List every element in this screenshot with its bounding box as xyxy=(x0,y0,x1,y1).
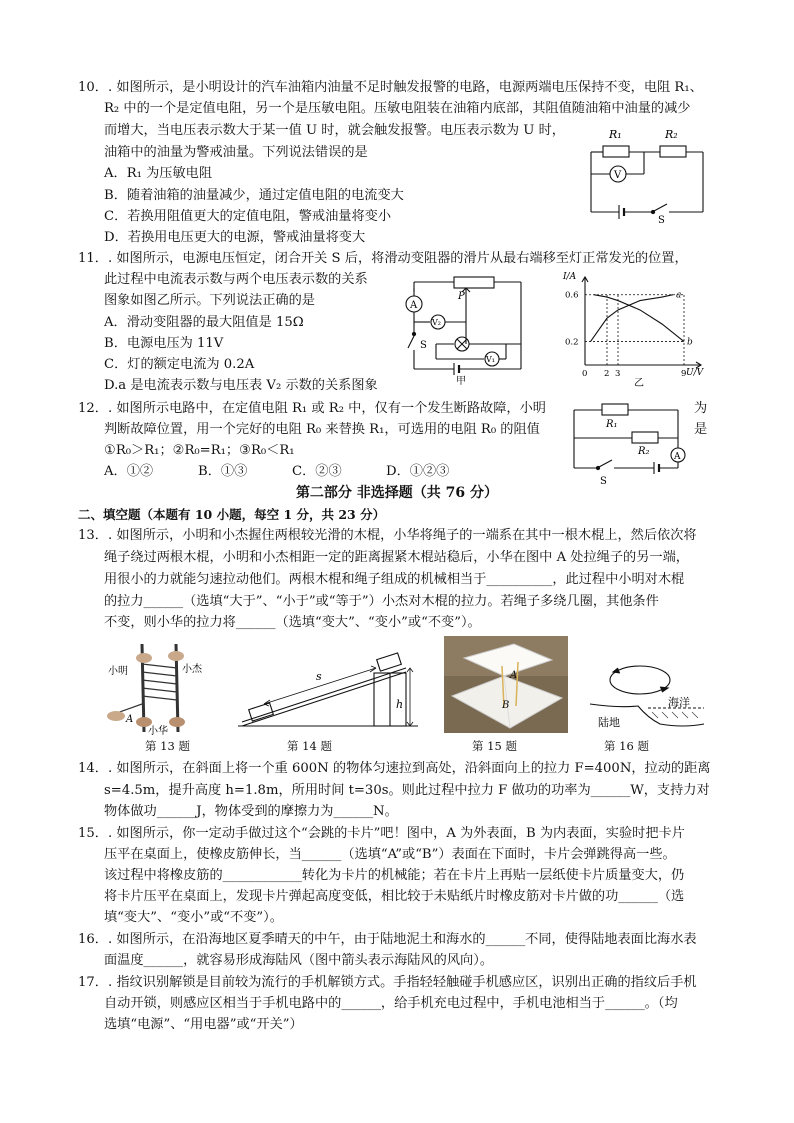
q11-caption-yi: 乙 xyxy=(634,378,644,389)
q11-graph xyxy=(560,270,710,388)
q15-line-5: 填“变大”、“变小”或“不变”）。 xyxy=(104,910,283,925)
q14-line-2: s=4.5m，提升高度 h=1.8m，所用时间 t=30s。则此过程中拉力 F 做功的功率为______W，支持力对 xyxy=(104,783,710,798)
q11-caption-jia: 甲 xyxy=(456,376,466,387)
block-top xyxy=(377,653,402,671)
x-tick-label: 0 xyxy=(582,369,588,379)
q10-switch-label: S xyxy=(658,215,665,226)
fig16-caption: 第 16 题 xyxy=(604,739,649,753)
q17-line-2: 自动开锁，则感应区相当于手机电路中的______，给手机充电过程中，手机电池相当于______。（均 xyxy=(104,996,678,1011)
q11-switch-label: S xyxy=(420,340,427,351)
wind-cycle xyxy=(610,666,670,694)
y-tick-label: 0.2 xyxy=(565,337,579,348)
q12-option-b: B．①③ xyxy=(198,464,248,479)
q11-line-3: 图象如图乙所示。下列说法正确的是 xyxy=(104,293,315,308)
q10-line-4: 油箱中的油量为警戒油量。下列说法错误的是 xyxy=(104,145,368,160)
q11-option-a: A．滑动变阻器的最大阻值是 15Ω xyxy=(104,315,304,330)
arrow-icon xyxy=(613,668,620,673)
fig15-caption: 第 15 题 xyxy=(472,739,517,753)
fig16-label-sea: 海洋 xyxy=(668,696,690,709)
x-tick-label: 9 xyxy=(681,369,687,379)
q13-line-1: 13．. 如图所示，小明和小杰握住两根较光滑的木棍，小华将绳子的一端系在其中一根木棍上，然后依次将 xyxy=(78,528,697,543)
series-b-label: b xyxy=(687,337,693,348)
q11-line-1: 11．. 如图所示，电源电压恒定，闭合开关 S 后，将滑动变阻器的滑片从最右端移至灯正常发光的位置， xyxy=(78,251,688,266)
incline-surface xyxy=(242,668,406,722)
q11-slider-label: P xyxy=(458,291,465,302)
q11-option-d: D.a 是电流表示数与电压表 V₂ 示数的关系图象 xyxy=(104,378,378,393)
fig16-land-sea-breeze xyxy=(588,656,706,734)
q11-line-2: 此过程中电流表示数与两个电压表示数的关系 xyxy=(104,272,368,287)
q16-line-1: 16．. 如图所示，在沿海地区夏季晴天的中午，由于陆地泥土和海水的______不同，使得陆地表面比海水表 xyxy=(78,932,697,947)
q10-option-c: C．若换用阻值更大的定值电阻，警戒油量将变小 xyxy=(104,209,392,224)
q11-circuit-diagram xyxy=(396,274,536,387)
fig15-label-b: B xyxy=(502,700,510,711)
q12-line-1-tail: 为 xyxy=(694,401,708,416)
q10-line-2: R₂ 中的一个是定值电阻，另一个是压敏电阻。压敏电阻装在油箱内底部，其阻值随油箱中油量的减少 xyxy=(104,101,691,116)
q16-line-2: 面温度______，就容易形成海陆风（图中箭头表示海陆风的风向）。 xyxy=(104,953,494,968)
part2-title: 第二部分 非选择题（共 76 分） xyxy=(295,485,499,501)
fig13-label-a: A xyxy=(126,714,134,725)
q10-line-3: 而增大，当电压表示数大于某一值 U 时，就会触发报警。电压表示数为 U 时， xyxy=(104,123,565,138)
q12-ammeter-label: A xyxy=(674,452,681,462)
q13-line-4: 的拉力______（选填“大于”、“小于”或“等于”）小杰对木棍的拉力。若绳子多绕几圈，其他条件 xyxy=(104,594,659,609)
q12-switch-label: S xyxy=(600,476,607,487)
q11-option-c: C．灯的额定电流为 0.2A xyxy=(104,357,255,372)
fig13-label-xiaojie: 小杰 xyxy=(182,664,202,675)
q13-line-2: 绳子绕过两根木棍，小明和小杰相距一定的距离握紧木棍站稳后，小华在图中 A 处拉绳子的另一端， xyxy=(104,550,689,565)
q12-r1-label: R₁ xyxy=(606,419,618,430)
q15-line-2: 压平在桌面上，使橡皮筋伸长，当______（选填“A”或“B”）表面在下面时，卡片会弹跳得高一些。 xyxy=(104,847,676,862)
q12-line-2-tail: 是 xyxy=(694,422,708,437)
fig14-incline xyxy=(236,646,421,734)
rheostat-icon xyxy=(454,277,494,288)
q12-line-2: 判断故障位置，用一个完好的电阻 R₀ 来替换 R₁，可选用的电阻 R₀ 的阻值 xyxy=(104,422,540,437)
fig15-jumping-card-photo xyxy=(444,636,568,733)
q14-line-3: 物体做功______J，物体受到的摩擦力为______N。 xyxy=(104,804,398,819)
q11-v1-label: V₁ xyxy=(486,355,495,364)
q15-line-1: 15．. 如图所示，你一定动手做过这个“会跳的卡片”吧！图中，A 为外表面，B 为内表面，实验时把卡片 xyxy=(78,826,685,841)
q10-line-1: 10．. 如图所示，是小明设计的汽车油箱内油量不足时触发报警的电路，电源两端电压保持不变，电阻 R₁、 xyxy=(78,80,703,95)
q17-line-3: 选填“电源”、“用电器”或“开关”） xyxy=(104,1017,303,1032)
fig13-label-xiaohua: 小华 xyxy=(148,726,168,737)
fig14-label-s: s xyxy=(316,670,322,683)
fig15-label-a: A xyxy=(510,670,518,681)
q12-circuit-diagram xyxy=(566,400,691,488)
q10-r2-label: R₂ xyxy=(665,128,678,141)
q10-option-d: D．若换用电压更大的电源，警戒油量将变大 xyxy=(104,230,366,245)
fig14-caption: 第 14 题 xyxy=(287,739,332,753)
fig16-label-land: 陆地 xyxy=(598,716,620,729)
q13-line-3: 用很小的力就能匀速拉动他们。两根木棍和绳子组成的机械相当于__________，此过程中小明对木棍 xyxy=(104,572,685,587)
q11-v2-label: V₂ xyxy=(432,318,441,327)
q14-line-1: 14．. 如图所示，在斜面上将一个重 600N 的物体匀速拉到高处，沿斜面向上的拉力 F=400N，拉动的距离 xyxy=(78,761,711,776)
x-tick-label: 2 xyxy=(604,369,610,379)
q15-line-4: 将卡片压平在桌面上，发现卡片弹起高度变低，相比较于未贴纸片时橡皮筋对卡片做的功______（选 xyxy=(104,889,685,904)
section2-title: 二、填空题（本题有 10 小题，每空 1 分，共 23 分） xyxy=(78,507,386,522)
fig14-label-h: h xyxy=(396,698,404,711)
q11-graph-ylabel: I/A xyxy=(563,272,577,282)
hand-icon xyxy=(169,717,185,727)
hand-icon xyxy=(107,711,125,721)
arrow-icon xyxy=(660,687,668,692)
q10-option-a: A．R₁ 为压敏电阻 xyxy=(104,166,213,181)
fig13-caption: 第 13 题 xyxy=(145,739,190,753)
series-a-line xyxy=(591,295,674,342)
series-a-label: a xyxy=(676,290,682,301)
q10-voltmeter-label: V xyxy=(614,170,622,181)
q11-graph-xlabel: U/V xyxy=(686,368,704,378)
q13-line-5: 不变，则小华的拉力将______（选填“变大”、“变小”或“不变”）。 xyxy=(104,615,481,630)
switch-icon xyxy=(408,336,414,348)
q17-line-1: 17．. 指纹识别解锁是目前较为流行的手机解锁方式。手指轻轻触碰手机感应区，识别出正确的指纹后手机 xyxy=(78,975,697,990)
hand-icon xyxy=(168,651,184,661)
q12-line-1: 12．. 如图所示电路中，在定值电阻 R₁ 或 R₂ 中，仅有一个发生断路故障，小明 xyxy=(78,401,546,416)
x-tick-label: 3 xyxy=(615,369,621,379)
q12-option-c: C．②③ xyxy=(292,464,342,479)
fig13-sticks-and-rope xyxy=(104,636,212,736)
y-tick-label: 0.6 xyxy=(565,290,579,301)
q12-line-3: ①R₀＞R₁；②R₀=R₁；③R₀＜R₁ xyxy=(104,443,295,458)
q11-ammeter-label: A xyxy=(410,300,418,311)
q12-option-a: A．①② xyxy=(104,464,154,479)
q12-r2-label: R₂ xyxy=(638,446,650,457)
fig13-label-xiaoming: 小明 xyxy=(108,666,128,677)
q15-line-3: 该过程中将橡皮筋的____________转化为卡片的机械能；若在卡片上再贴一层纸使卡片质量变大，仍 xyxy=(104,868,685,883)
q10-option-b: B．随着油箱的油量减少，通过定值电阻的电流变大 xyxy=(104,188,404,203)
switch-icon xyxy=(654,204,667,211)
switch-icon xyxy=(599,460,612,467)
q10-r1-label: R₁ xyxy=(609,128,622,141)
q11-option-b: B．电源电压为 11V xyxy=(104,336,224,351)
q10-circuit-diagram xyxy=(585,124,710,224)
hand-icon xyxy=(136,653,152,663)
q12-option-d: D．①②③ xyxy=(386,464,450,479)
